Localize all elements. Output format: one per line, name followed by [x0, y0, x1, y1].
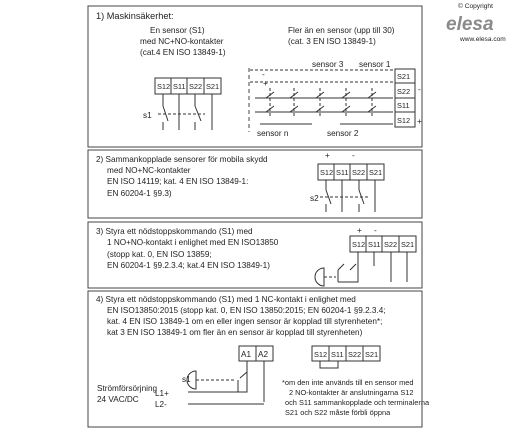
s2-switch-label: s2 — [310, 194, 319, 203]
s3-terminal: S22 — [384, 240, 398, 249]
s2-terminal: S11 — [336, 168, 349, 177]
s1-terminal: S21 — [206, 82, 220, 91]
s1-right-plus: + — [417, 117, 422, 126]
supply-line-2: 24 VAC/DC — [97, 395, 139, 404]
s3-terminal: S11 — [368, 240, 381, 249]
s1-single-line-2: med NC+NO-kontakter — [140, 37, 224, 46]
section-1-title: 1) Maskinsäkerhet: — [96, 11, 174, 21]
s2-terminal: S22 — [352, 168, 366, 177]
s1-multi-line-1: Fler än en sensor (upp till 30) — [288, 26, 395, 35]
l1-label: L1+ — [155, 389, 169, 398]
s1-terminal: S22 — [189, 82, 203, 91]
note-line-1: *om den inte används till en sensor med — [282, 378, 414, 387]
s4-terminal: S22 — [348, 350, 362, 359]
s1-right-minus: - — [418, 85, 421, 94]
right-terminal: S11 — [397, 101, 410, 110]
right-terminal: S21 — [397, 72, 411, 81]
s2-line-4: EN 60204-1 §9.3) — [107, 189, 172, 198]
s2-terminal: S21 — [369, 168, 383, 177]
sensor-n-label: sensor n — [257, 129, 289, 138]
s4-line-2: EN ISO13850:2015 (stopp kat. 0, EN ISO 13850:2015; EN 60204-1 §9.2.3.4; — [107, 306, 386, 315]
s3-terminal: S12 — [352, 240, 366, 249]
elesa-watermark — [446, 2, 506, 43]
s4-line-3: kat. 4 EN ISO 13849-1 om en eller ingen sensor är kopplad till styrenheten*; — [107, 317, 383, 326]
s3-plus: + — [357, 226, 362, 235]
note-line-3: och S11 sammankopplade och terminalerna — [285, 398, 430, 407]
s2-line-2: med NO+NC-kontakter — [107, 166, 191, 175]
s1-terminal: S11 — [173, 82, 186, 91]
note-line-2: 2 NO-kontakter är anslutningarna S12 — [289, 388, 414, 397]
s4-terminal: S12 — [314, 350, 328, 359]
s3-line-3: (stopp kat. 0, EN ISO 13859; — [107, 250, 212, 259]
s4-line-1: 4) Styra ett nödstoppskommando (S1) med 1 NC-kontakt i enlighet med — [96, 295, 356, 304]
copyright-text: © Copyright — [458, 3, 493, 10]
s1-terminal-block — [155, 78, 221, 94]
s1-minus: - — [262, 70, 265, 79]
s3-line-4: EN 60204-1 §9.2.3.4; kat.4 EN ISO 13849-1) — [107, 261, 270, 270]
s1-plus: + — [263, 79, 268, 88]
s4-terminal: S21 — [365, 350, 379, 359]
note-line-4: S21 och S22 måste förbli öppna — [285, 408, 391, 417]
sensor-3-label: sensor 3 — [312, 60, 344, 69]
sensor-2-label: sensor 2 — [327, 129, 359, 138]
a-terminal: A2 — [258, 350, 269, 359]
s2-minus: - — [352, 151, 355, 160]
s3-terminal: S21 — [401, 240, 415, 249]
l2-label: L2- — [155, 400, 167, 409]
s1-single-line-3: (cat.4 EN ISO 13849-1) — [140, 48, 226, 57]
s3-line-2: 1 NO+NO-kontakt i enlighet med EN ISO13850 — [107, 238, 279, 247]
s4-terminal: S11 — [331, 350, 344, 359]
brand-logo: elesa — [446, 14, 494, 35]
s1-multi-line-2: (cat. 3 EN ISO 13849-1) — [288, 37, 376, 46]
s1-switch-label: s1 — [143, 111, 152, 120]
a-terminal: A1 — [241, 350, 252, 359]
s2-terminal: S12 — [320, 168, 334, 177]
sensor-1-label: sensor 1 — [359, 60, 391, 69]
brand-url: www.elesa.com — [460, 36, 506, 43]
s1-single-line-1: En sensor (S1) — [150, 26, 205, 35]
s1-terminal: S12 — [157, 82, 171, 91]
supply-line-1: Strömförsörjning — [97, 384, 158, 393]
s3-minus: - — [374, 226, 377, 235]
s2-line-3: EN ISO 14119; kat. 4 EN ISO 13849-1: — [107, 177, 249, 186]
right-terminal: S12 — [397, 116, 411, 125]
s4-line-4: kat 3 EN ISO 13849-1 om fler än en sensor är kopplad till styrenheten) — [107, 328, 363, 337]
s4-switch-label: s1 — [182, 375, 191, 384]
s2-line-1: 2) Sammankopplade sensorer för mobila skydd — [96, 155, 268, 164]
s3-line-1: 3) Styra ett nödstoppskommando (S1) med — [96, 227, 253, 236]
s2-plus: + — [325, 151, 330, 160]
right-terminal: S22 — [397, 87, 411, 96]
